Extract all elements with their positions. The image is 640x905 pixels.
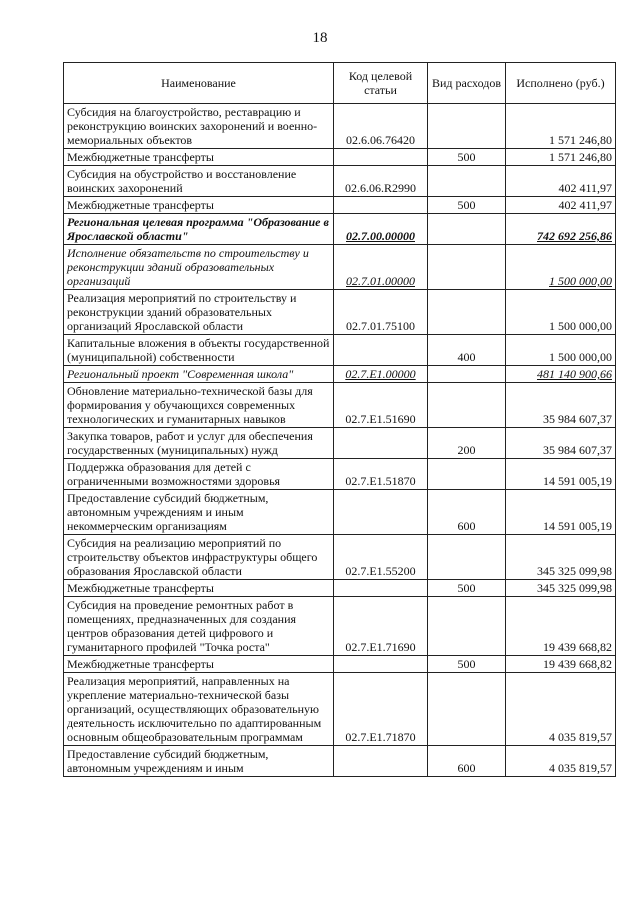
cell-amount: 1 500 000,00 <box>506 290 616 335</box>
table-row <box>64 197 616 214</box>
cell-code: 02.6.06.R2990 <box>334 166 428 197</box>
table-row <box>64 290 616 335</box>
cell-amount: 481 140 900,66 <box>506 366 616 383</box>
cell-code <box>334 746 428 777</box>
cell-name: Субсидия на обустройство и восстановление воинских захоронений <box>64 166 334 197</box>
cell-code <box>334 335 428 366</box>
cell-code: 02.7.E1.71690 <box>334 597 428 656</box>
table-row <box>64 366 616 383</box>
table-header-row <box>64 63 616 104</box>
cell-code <box>334 490 428 535</box>
cell-type: 500 <box>428 197 506 214</box>
cell-name: Межбюджетные трансферты <box>64 149 334 166</box>
cell-code: 02.7.E1.71870 <box>334 673 428 746</box>
cell-name: Закупка товаров, работ и услуг для обеспечения государственных (муниципальных) нужд <box>64 428 334 459</box>
cell-amount: 402 411,97 <box>506 166 616 197</box>
page-number: 18 <box>312 30 328 46</box>
cell-type: 200 <box>428 428 506 459</box>
cell-name: Исполнение обязательств по строительству и реконструкции зданий образовательных организаций <box>64 245 334 290</box>
cell-amount: 4 035 819,57 <box>506 673 616 746</box>
cell-code <box>334 656 428 673</box>
header-type: Вид расходов <box>428 63 506 104</box>
cell-name: Региональная целевая программа "Образование в Ярославской области" <box>64 214 334 245</box>
cell-code <box>334 197 428 214</box>
cell-type <box>428 673 506 746</box>
table-row <box>64 490 616 535</box>
cell-code: 02.7.00.00000 <box>334 214 428 245</box>
cell-code: 02.7.01.00000 <box>334 245 428 290</box>
cell-type <box>428 166 506 197</box>
cell-type: 500 <box>428 580 506 597</box>
cell-amount: 19 439 668,82 <box>506 656 616 673</box>
cell-name: Межбюджетные трансферты <box>64 656 334 673</box>
cell-amount: 1 500 000,00 <box>506 245 616 290</box>
cell-type <box>428 535 506 580</box>
cell-code: 02.7.E1.51690 <box>334 383 428 428</box>
cell-amount: 1 500 000,00 <box>506 335 616 366</box>
table-row <box>64 597 616 656</box>
table-row <box>64 746 616 777</box>
budget-table <box>63 62 616 777</box>
cell-name: Предоставление субсидий бюджетным, автономным учреждениям и иным <box>64 746 334 777</box>
cell-name: Реализация мероприятий, направленных на укрепление материально-технической базы организаций, осуществляющих образовательную деятельность исключительно по адаптированным основным общеобразовательным программам <box>64 673 334 746</box>
cell-amount: 345 325 099,98 <box>506 580 616 597</box>
cell-amount: 1 571 246,80 <box>506 104 616 149</box>
cell-amount: 14 591 005,19 <box>506 459 616 490</box>
cell-code <box>334 580 428 597</box>
table-row <box>64 428 616 459</box>
cell-amount: 4 035 819,57 <box>506 746 616 777</box>
cell-type <box>428 245 506 290</box>
header-amount: Исполнено (руб.) <box>506 63 616 104</box>
cell-type: 500 <box>428 656 506 673</box>
cell-amount: 742 692 256,86 <box>506 214 616 245</box>
cell-code: 02.7.01.75100 <box>334 290 428 335</box>
cell-type <box>428 459 506 490</box>
cell-name: Субсидия на проведение ремонтных работ в помещениях, предназначенных для создания центров образования детей цифрового и гуманитарного профилей "Точка роста" <box>64 597 334 656</box>
cell-amount: 35 984 607,37 <box>506 383 616 428</box>
cell-code <box>334 149 428 166</box>
table-row <box>64 383 616 428</box>
cell-amount: 345 325 099,98 <box>506 535 616 580</box>
table-row <box>64 149 616 166</box>
cell-code: 02.7.E1.00000 <box>334 366 428 383</box>
cell-name: Обновление материально-технической базы для формирования у обучающихся современных технологических и гуманитарных навыков <box>64 383 334 428</box>
cell-code: 02.6.06.76420 <box>334 104 428 149</box>
cell-name: Межбюджетные трансферты <box>64 197 334 214</box>
table-row <box>64 656 616 673</box>
cell-type <box>428 214 506 245</box>
table-row <box>64 166 616 197</box>
table-row <box>64 535 616 580</box>
table-row <box>64 580 616 597</box>
table-row <box>64 214 616 245</box>
cell-type: 500 <box>428 149 506 166</box>
cell-name: Межбюджетные трансферты <box>64 580 334 597</box>
cell-amount: 14 591 005,19 <box>506 490 616 535</box>
cell-name: Субсидия на благоустройство, реставрацию и реконструкцию воинских захоронений и военно-мемориальных объектов <box>64 104 334 149</box>
cell-type <box>428 597 506 656</box>
table-row <box>64 673 616 746</box>
cell-name: Региональный проект "Современная школа" <box>64 366 334 383</box>
cell-type <box>428 383 506 428</box>
cell-amount: 19 439 668,82 <box>506 597 616 656</box>
cell-name: Субсидия на реализацию мероприятий по строительству объектов инфраструктуры общего образования Ярославской области <box>64 535 334 580</box>
table-body <box>64 104 616 777</box>
table-row <box>64 104 616 149</box>
cell-name: Поддержка образования для детей с ограниченными возможностями здоровья <box>64 459 334 490</box>
cell-amount: 1 571 246,80 <box>506 149 616 166</box>
cell-amount: 402 411,97 <box>506 197 616 214</box>
cell-type: 600 <box>428 490 506 535</box>
cell-code: 02.7.E1.55200 <box>334 535 428 580</box>
table-row <box>64 459 616 490</box>
header-code: Код целевой статьи <box>334 63 428 104</box>
cell-type <box>428 104 506 149</box>
cell-name: Капитальные вложения в объекты государственной (муниципальной) собственности <box>64 335 334 366</box>
cell-type: 400 <box>428 335 506 366</box>
cell-amount: 35 984 607,37 <box>506 428 616 459</box>
cell-type: 600 <box>428 746 506 777</box>
header-name: Наименование <box>64 63 334 104</box>
cell-type <box>428 366 506 383</box>
cell-name: Предоставление субсидий бюджетным, автономным учреждениям и иным некоммерческим организациям <box>64 490 334 535</box>
cell-type <box>428 290 506 335</box>
cell-code <box>334 428 428 459</box>
cell-name: Реализация мероприятий по строительству и реконструкции зданий образовательных организаций Ярославской области <box>64 290 334 335</box>
cell-code: 02.7.E1.51870 <box>334 459 428 490</box>
table-row <box>64 335 616 366</box>
table-row <box>64 245 616 290</box>
